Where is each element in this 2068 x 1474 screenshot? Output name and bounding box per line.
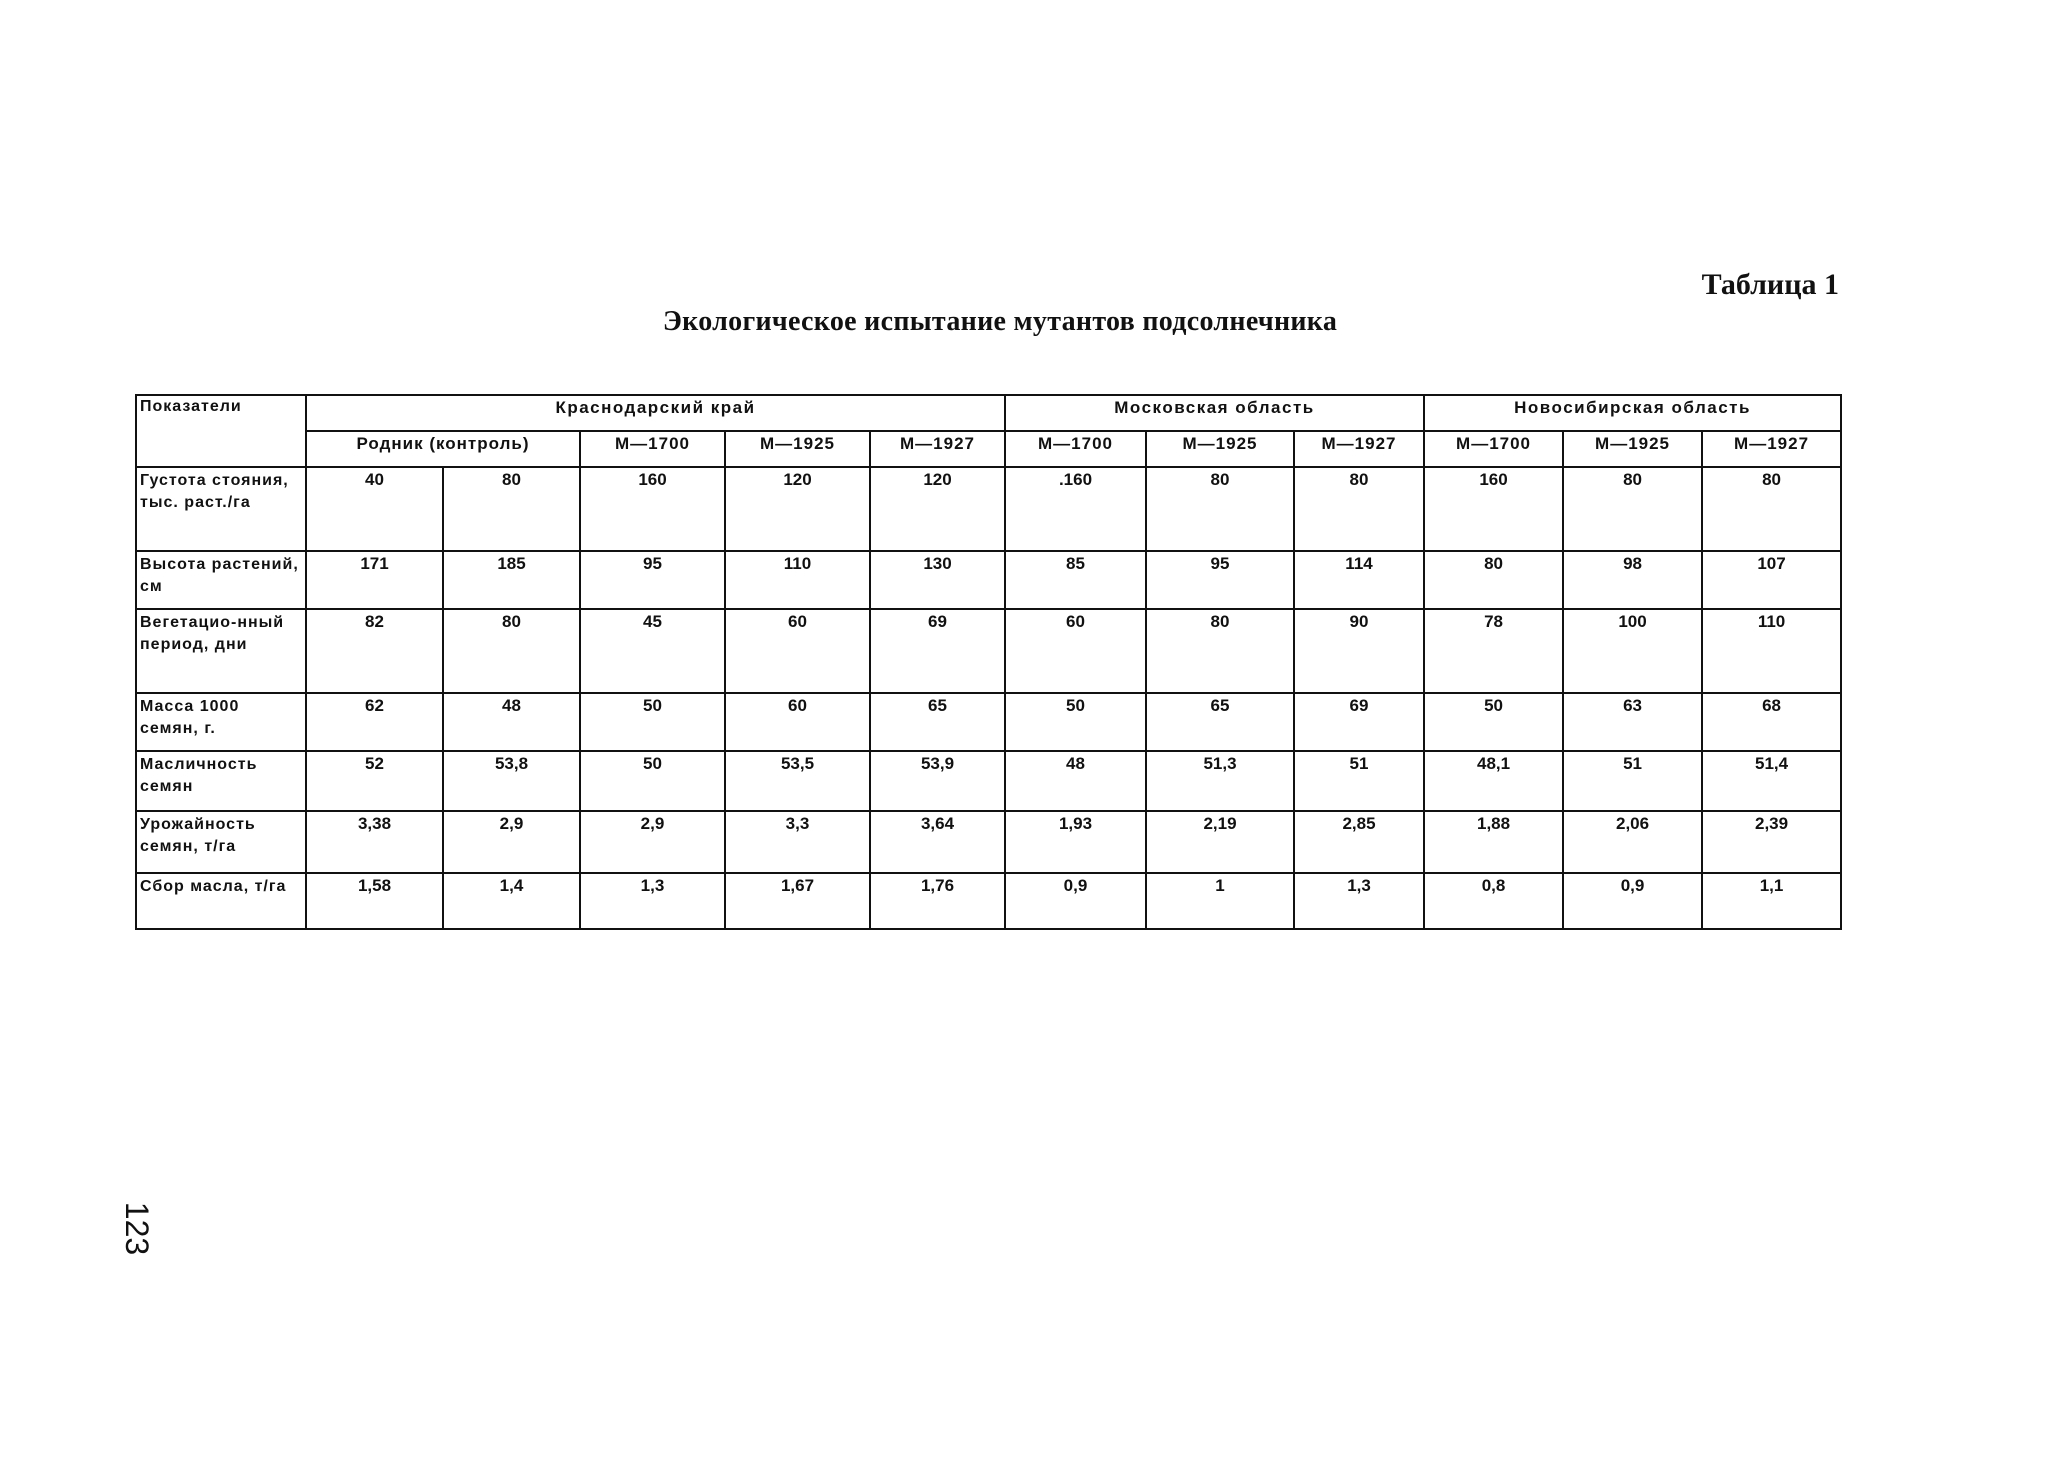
table-cell: 2,9: [443, 811, 580, 873]
table-row-yield: [136, 811, 1841, 873]
table-cell: 80: [1294, 467, 1424, 551]
table-number-label: Таблица 1: [1701, 268, 1839, 301]
page-number: 123: [119, 1201, 156, 1256]
table-cell: 95: [580, 551, 725, 609]
table-cell: 48: [1005, 751, 1146, 811]
row-label: Густота стояния, тыс. раст./га: [136, 467, 306, 551]
table-cell: 160: [1424, 467, 1563, 551]
table-cell: 60: [1005, 609, 1146, 693]
table-cell: 1,3: [580, 873, 725, 929]
table-cell: 45: [580, 609, 725, 693]
table-cell: 0,9: [1005, 873, 1146, 929]
header-variety-rodnik: Родник (контроль): [306, 431, 580, 467]
table-cell: 40: [306, 467, 443, 551]
table-cell: 2,19: [1146, 811, 1294, 873]
row-label: Вегетацио-нный период, дни: [136, 609, 306, 693]
table-cell: 51: [1294, 751, 1424, 811]
table-cell: 80: [1146, 467, 1294, 551]
table-cell: 120: [725, 467, 870, 551]
table-row-vegetation: [136, 609, 1841, 693]
header-variety-novosibirsk-m1925: М—1925: [1563, 431, 1702, 467]
table-cell: 107: [1702, 551, 1841, 609]
header-variety-novosibirsk-m1700: М—1700: [1424, 431, 1563, 467]
header-region-krasnodar: Краснодарский край: [306, 395, 1005, 431]
table-cell: 50: [580, 693, 725, 751]
table-cell: 2,06: [1563, 811, 1702, 873]
table-cell: 50: [1005, 693, 1146, 751]
table-cell: 1,4: [443, 873, 580, 929]
table-cell: 65: [870, 693, 1005, 751]
table-cell: 120: [870, 467, 1005, 551]
document-title: Экологическое испытание мутантов подсолнечника: [662, 306, 1338, 337]
table-cell: 48: [443, 693, 580, 751]
table-cell: 185: [443, 551, 580, 609]
header-row-varieties: [136, 431, 1841, 467]
table-cell: 95: [1146, 551, 1294, 609]
table-cell: 80: [1563, 467, 1702, 551]
table-cell: 3,64: [870, 811, 1005, 873]
table-cell: 2,9: [580, 811, 725, 873]
table-cell: 110: [725, 551, 870, 609]
table-cell: 50: [1424, 693, 1563, 751]
table-cell: 100: [1563, 609, 1702, 693]
header-variety-novosibirsk-m1927: М—1927: [1702, 431, 1841, 467]
header-variety-krasnodar-m1925: М—1925: [725, 431, 870, 467]
table-cell: 51: [1563, 751, 1702, 811]
header-region-novosibirsk: Новосибирская область: [1424, 395, 1841, 431]
table-cell: 78: [1424, 609, 1563, 693]
table-cell: 171: [306, 551, 443, 609]
table-cell: 0,9: [1563, 873, 1702, 929]
table-cell: 65: [1146, 693, 1294, 751]
row-label: Масличность семян: [136, 751, 306, 811]
table-row-oil-content: [136, 751, 1841, 811]
header-indicators: Показатели: [136, 395, 306, 467]
table-cell: 80: [443, 609, 580, 693]
table-cell: 1,93: [1005, 811, 1146, 873]
header-variety-moscow-m1927: М—1927: [1294, 431, 1424, 467]
table-row-seed-mass: [136, 693, 1841, 751]
table-cell: 1,88: [1424, 811, 1563, 873]
table-cell: 62: [306, 693, 443, 751]
table-cell: 50: [580, 751, 725, 811]
row-label: Высота растений, см: [136, 551, 306, 609]
table-cell: 69: [870, 609, 1005, 693]
table-cell: 52: [306, 751, 443, 811]
table-cell: 60: [725, 609, 870, 693]
header-variety-moscow-m1700: М—1700: [1005, 431, 1146, 467]
table-cell: 51,3: [1146, 751, 1294, 811]
table-cell: 2,85: [1294, 811, 1424, 873]
data-table: [135, 394, 1842, 930]
table-cell: 1,76: [870, 873, 1005, 929]
table-cell: 1,3: [1294, 873, 1424, 929]
table-cell: .160: [1005, 467, 1146, 551]
table-row-density: [136, 467, 1841, 551]
table-cell: 1: [1146, 873, 1294, 929]
table-cell: 130: [870, 551, 1005, 609]
table-cell: 69: [1294, 693, 1424, 751]
table-cell: 98: [1563, 551, 1702, 609]
table-row-oil-yield: [136, 873, 1841, 929]
header-row-regions: [136, 395, 1841, 431]
table-cell: 80: [1702, 467, 1841, 551]
row-label: Урожайность семян, т/га: [136, 811, 306, 873]
table-cell: 53,5: [725, 751, 870, 811]
table-cell: 3,38: [306, 811, 443, 873]
table-cell: 63: [1563, 693, 1702, 751]
table-cell: 80: [443, 467, 580, 551]
table-cell: 51,4: [1702, 751, 1841, 811]
table-cell: 160: [580, 467, 725, 551]
table-cell: 80: [1146, 609, 1294, 693]
table-cell: 85: [1005, 551, 1146, 609]
table-cell: 60: [725, 693, 870, 751]
table-cell: 80: [1424, 551, 1563, 609]
table-cell: 3,3: [725, 811, 870, 873]
row-label: Сбор масла, т/га: [136, 873, 306, 929]
table-cell: 1,67: [725, 873, 870, 929]
table-cell: 110: [1702, 609, 1841, 693]
table-row-height: [136, 551, 1841, 609]
header-variety-krasnodar-m1927: М—1927: [870, 431, 1005, 467]
table-cell: 90: [1294, 609, 1424, 693]
table-cell: 82: [306, 609, 443, 693]
header-variety-krasnodar-m1700: М—1700: [580, 431, 725, 467]
header-region-moscow: Московская область: [1005, 395, 1424, 431]
table-cell: 53,9: [870, 751, 1005, 811]
table-cell: 53,8: [443, 751, 580, 811]
table-cell: 2,39: [1702, 811, 1841, 873]
row-label: Масса 1000 семян, г.: [136, 693, 306, 751]
table-cell: 0,8: [1424, 873, 1563, 929]
table-cell: 48,1: [1424, 751, 1563, 811]
table-cell: 68: [1702, 693, 1841, 751]
table-cell: 114: [1294, 551, 1424, 609]
table-cell: 1,1: [1702, 873, 1841, 929]
header-variety-moscow-m1925: М—1925: [1146, 431, 1294, 467]
table-cell: 1,58: [306, 873, 443, 929]
